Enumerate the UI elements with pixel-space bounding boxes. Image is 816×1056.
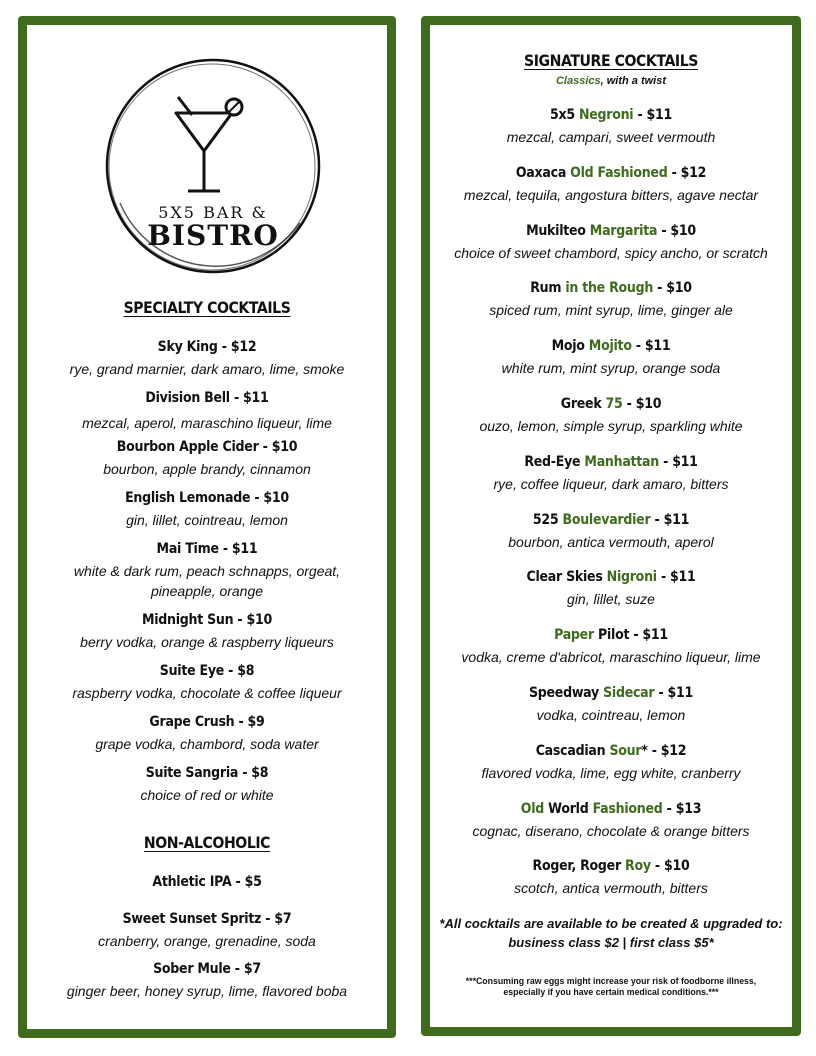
- menu-item-description: white & dark rum, peach schnapps, orgeat,: [73, 563, 341, 579]
- menu-item-name-highlight: Sour: [609, 742, 642, 759]
- menu-item-description: flavored vodka, lime, egg white, cranberry: [481, 764, 741, 781]
- left-menu-panel: [18, 16, 396, 1038]
- menu-item-name-part: Greek: [560, 396, 606, 412]
- menu-item-name-part: - $12: [667, 164, 707, 181]
- menu-item-name-part: World: [544, 800, 593, 817]
- menu-item-name-part: Oaxaca: [515, 164, 571, 181]
- menu-item-name-highlight: Paper: [554, 627, 594, 644]
- raw-egg-disclaimer: [444, 976, 777, 998]
- menu-item-description: scotch, antica vermouth, bitters: [514, 880, 708, 897]
- signature-heading: SIGNATURE COCKTAILS: [524, 51, 698, 70]
- menu-item-name-part: Rum: [530, 280, 566, 297]
- menu-item-name: Sober Mule - $7: [153, 961, 261, 977]
- menu-item-name: Sky King - $12: [157, 339, 257, 355]
- menu-item-description: pineapple, orange: [150, 583, 264, 599]
- upgrade-note-line1: *All cocktails are available to be created & upgraded to:: [439, 916, 783, 931]
- menu-item-name: [448, 801, 774, 817]
- specialty-heading: SPECIALTY COCKTAILS: [123, 298, 291, 317]
- menu-item-name-part: Mojo: [551, 338, 589, 355]
- menu-item-name: Midnight Sun - $10: [141, 612, 273, 628]
- menu-item-name-highlight: Negroni: [578, 107, 634, 123]
- menu-item-name: [448, 223, 774, 239]
- menu-item-name: [448, 569, 774, 585]
- menu-item-name: [448, 454, 774, 470]
- logo-text-line1: 5X5 BAR &: [158, 203, 268, 222]
- menu-item-name-part: - $11: [654, 685, 694, 701]
- menu-item-description: choice of red or white: [140, 787, 274, 803]
- menu-item-name-part: Roger, Roger: [532, 858, 626, 875]
- menu-item-name-part: - $11: [650, 511, 690, 528]
- menu-item-name: Grape Crush - $9: [149, 714, 265, 730]
- menu-item-name: Bourbon Apple Cider - $10: [116, 439, 298, 455]
- menu-item-description: mezcal, tequila, angostura bitters, agave nectar: [463, 186, 759, 203]
- menu-item-name-part: 525: [532, 511, 563, 528]
- non-alcoholic-heading: NON-ALCOHOLIC: [143, 833, 271, 852]
- menu-item-description: white rum, mint syrup, orange soda: [501, 360, 721, 377]
- disclaimer-line1: ***Consuming raw eggs might increase your risk of foodborne illness,: [465, 976, 757, 987]
- menu-item-name-highlight: Fashioned: [592, 800, 663, 817]
- logo-text-line2: BISTRO: [147, 219, 279, 252]
- menu-item-name: Mai Time - $11: [156, 541, 258, 557]
- menu-item-name: [448, 396, 774, 412]
- menu-item-name: English Lemonade - $10: [125, 490, 289, 506]
- menu-item-name-highlight: Mojito: [588, 338, 632, 355]
- menu-item-name-part: - $10: [653, 280, 692, 297]
- menu-item-name: Sweet Sunset Spritz - $7: [122, 911, 292, 927]
- menu-item-name-highlight: Margarita: [589, 222, 658, 239]
- menu-item-name-highlight: in the Rough: [565, 280, 654, 297]
- menu-item-name-highlight: Old Fashioned: [570, 164, 668, 181]
- upgrade-note: [430, 914, 792, 952]
- tagline-classics: Classics: [555, 75, 601, 87]
- menu-item-description: ginger beer, honey syrup, lime, flavored boba: [66, 983, 348, 999]
- tagline-rest: , with a twist: [600, 75, 667, 87]
- menu-item-description: raspberry vodka, chocolate & coffee liqueur: [72, 685, 342, 701]
- menu-item-description: rye, grand marnier, dark amaro, lime, smoke: [69, 361, 345, 377]
- menu-item-name: [448, 512, 774, 528]
- menu-item-name-part: - $11: [633, 107, 673, 123]
- menu-item-description: ouzo, lemon, simple syrup, sparkling white: [479, 418, 743, 434]
- menu-item-description: cranberry, orange, grenadine, soda: [98, 933, 316, 949]
- menu-item-description: gin, lillet, suze: [567, 591, 655, 608]
- menu-item-name: Suite Eye - $8: [159, 663, 255, 679]
- menu-item-name: [448, 107, 774, 123]
- menu-item-name-part: - $10: [622, 396, 662, 412]
- menu-item-name-part: * - $12: [641, 742, 687, 759]
- menu-item-name: [448, 627, 774, 643]
- menu-item-name-part: - $11: [631, 338, 671, 355]
- menu-item-name-part: - $11: [656, 569, 696, 586]
- menu-item-description: vodka, creme d'abricot, maraschino liqueur, lime: [461, 649, 761, 666]
- menu-item-name-highlight: Nigroni: [606, 569, 657, 586]
- menu-item-name-part: Red-Eye: [524, 453, 585, 470]
- menu-item-name-part: 5x5: [549, 107, 579, 123]
- menu-item-description: choice of sweet chambord, spicy ancho, or scratch: [454, 244, 768, 261]
- menu-item-name-part: - $10: [657, 222, 696, 239]
- menu-item-name-highlight: Boulevardier: [562, 511, 651, 528]
- menu-item-name: [448, 685, 774, 701]
- menu-item-name: [448, 165, 774, 181]
- menu-item-name: Suite Sangria - $8: [145, 765, 269, 781]
- menu-item-name: [448, 743, 774, 759]
- menu-item-name-highlight: Sidecar: [603, 685, 655, 701]
- menu-item-description: mezcal, aperol, maraschino liqueur, lime: [82, 415, 332, 431]
- menu-item-description: cognac, diserano, chocolate & orange bitters: [472, 822, 750, 839]
- signature-tagline: [430, 75, 792, 87]
- menu-item-name-highlight: Manhattan: [584, 453, 659, 470]
- menu-item-description: bourbon, antica vermouth, aperol: [508, 533, 714, 550]
- menu-item-name-part: Cascadian: [535, 742, 610, 759]
- menu-item-name: Division Bell - $11: [145, 390, 269, 406]
- martini-glass-icon: [170, 91, 250, 201]
- menu-item-description: spiced rum, mint syrup, lime, ginger ale: [489, 302, 733, 319]
- disclaimer-line2: especially if you have certain medical conditions.***: [503, 987, 719, 998]
- right-menu-panel: [421, 16, 801, 1036]
- menu-item-description: vodka, cointreau, lemon: [536, 707, 686, 723]
- menu-item-description: grape vodka, chambord, soda water: [95, 736, 319, 752]
- logo: [100, 53, 326, 279]
- menu-item-name-part: Clear Skies: [526, 569, 607, 586]
- menu-item-name: [448, 858, 774, 874]
- menu-item-name-highlight: Old: [520, 800, 545, 817]
- menu-item-description: mezcal, campari, sweet vermouth: [506, 129, 716, 145]
- menu-item-name: [448, 280, 774, 296]
- menu-item-name-part: Mukilteo: [526, 222, 590, 239]
- menu-item-name-part: Pilot - $11: [593, 627, 668, 644]
- upgrade-note-line2: business class $2 | first class $5*: [508, 935, 714, 950]
- menu-item-description: bourbon, apple brandy, cinnamon: [103, 461, 311, 477]
- menu-item-description: rye, coffee liqueur, dark amaro, bitters: [493, 475, 729, 492]
- menu-item-description: gin, lillet, cointreau, lemon: [126, 512, 288, 528]
- menu-item-description: berry vodka, orange & raspberry liqueurs: [80, 634, 334, 650]
- menu-item-name-part: - $11: [658, 453, 698, 470]
- menu-item-name-part: - $10: [650, 858, 690, 875]
- menu-item-name: [448, 338, 774, 354]
- menu-item-name-part: - $13: [662, 800, 702, 817]
- menu-item-name-part: Speedway: [528, 685, 604, 701]
- menu-item-name-highlight: Roy: [625, 858, 651, 875]
- menu-item-name: Athletic IPA - $5: [152, 874, 262, 890]
- menu-item-name-highlight: 75: [605, 396, 623, 412]
